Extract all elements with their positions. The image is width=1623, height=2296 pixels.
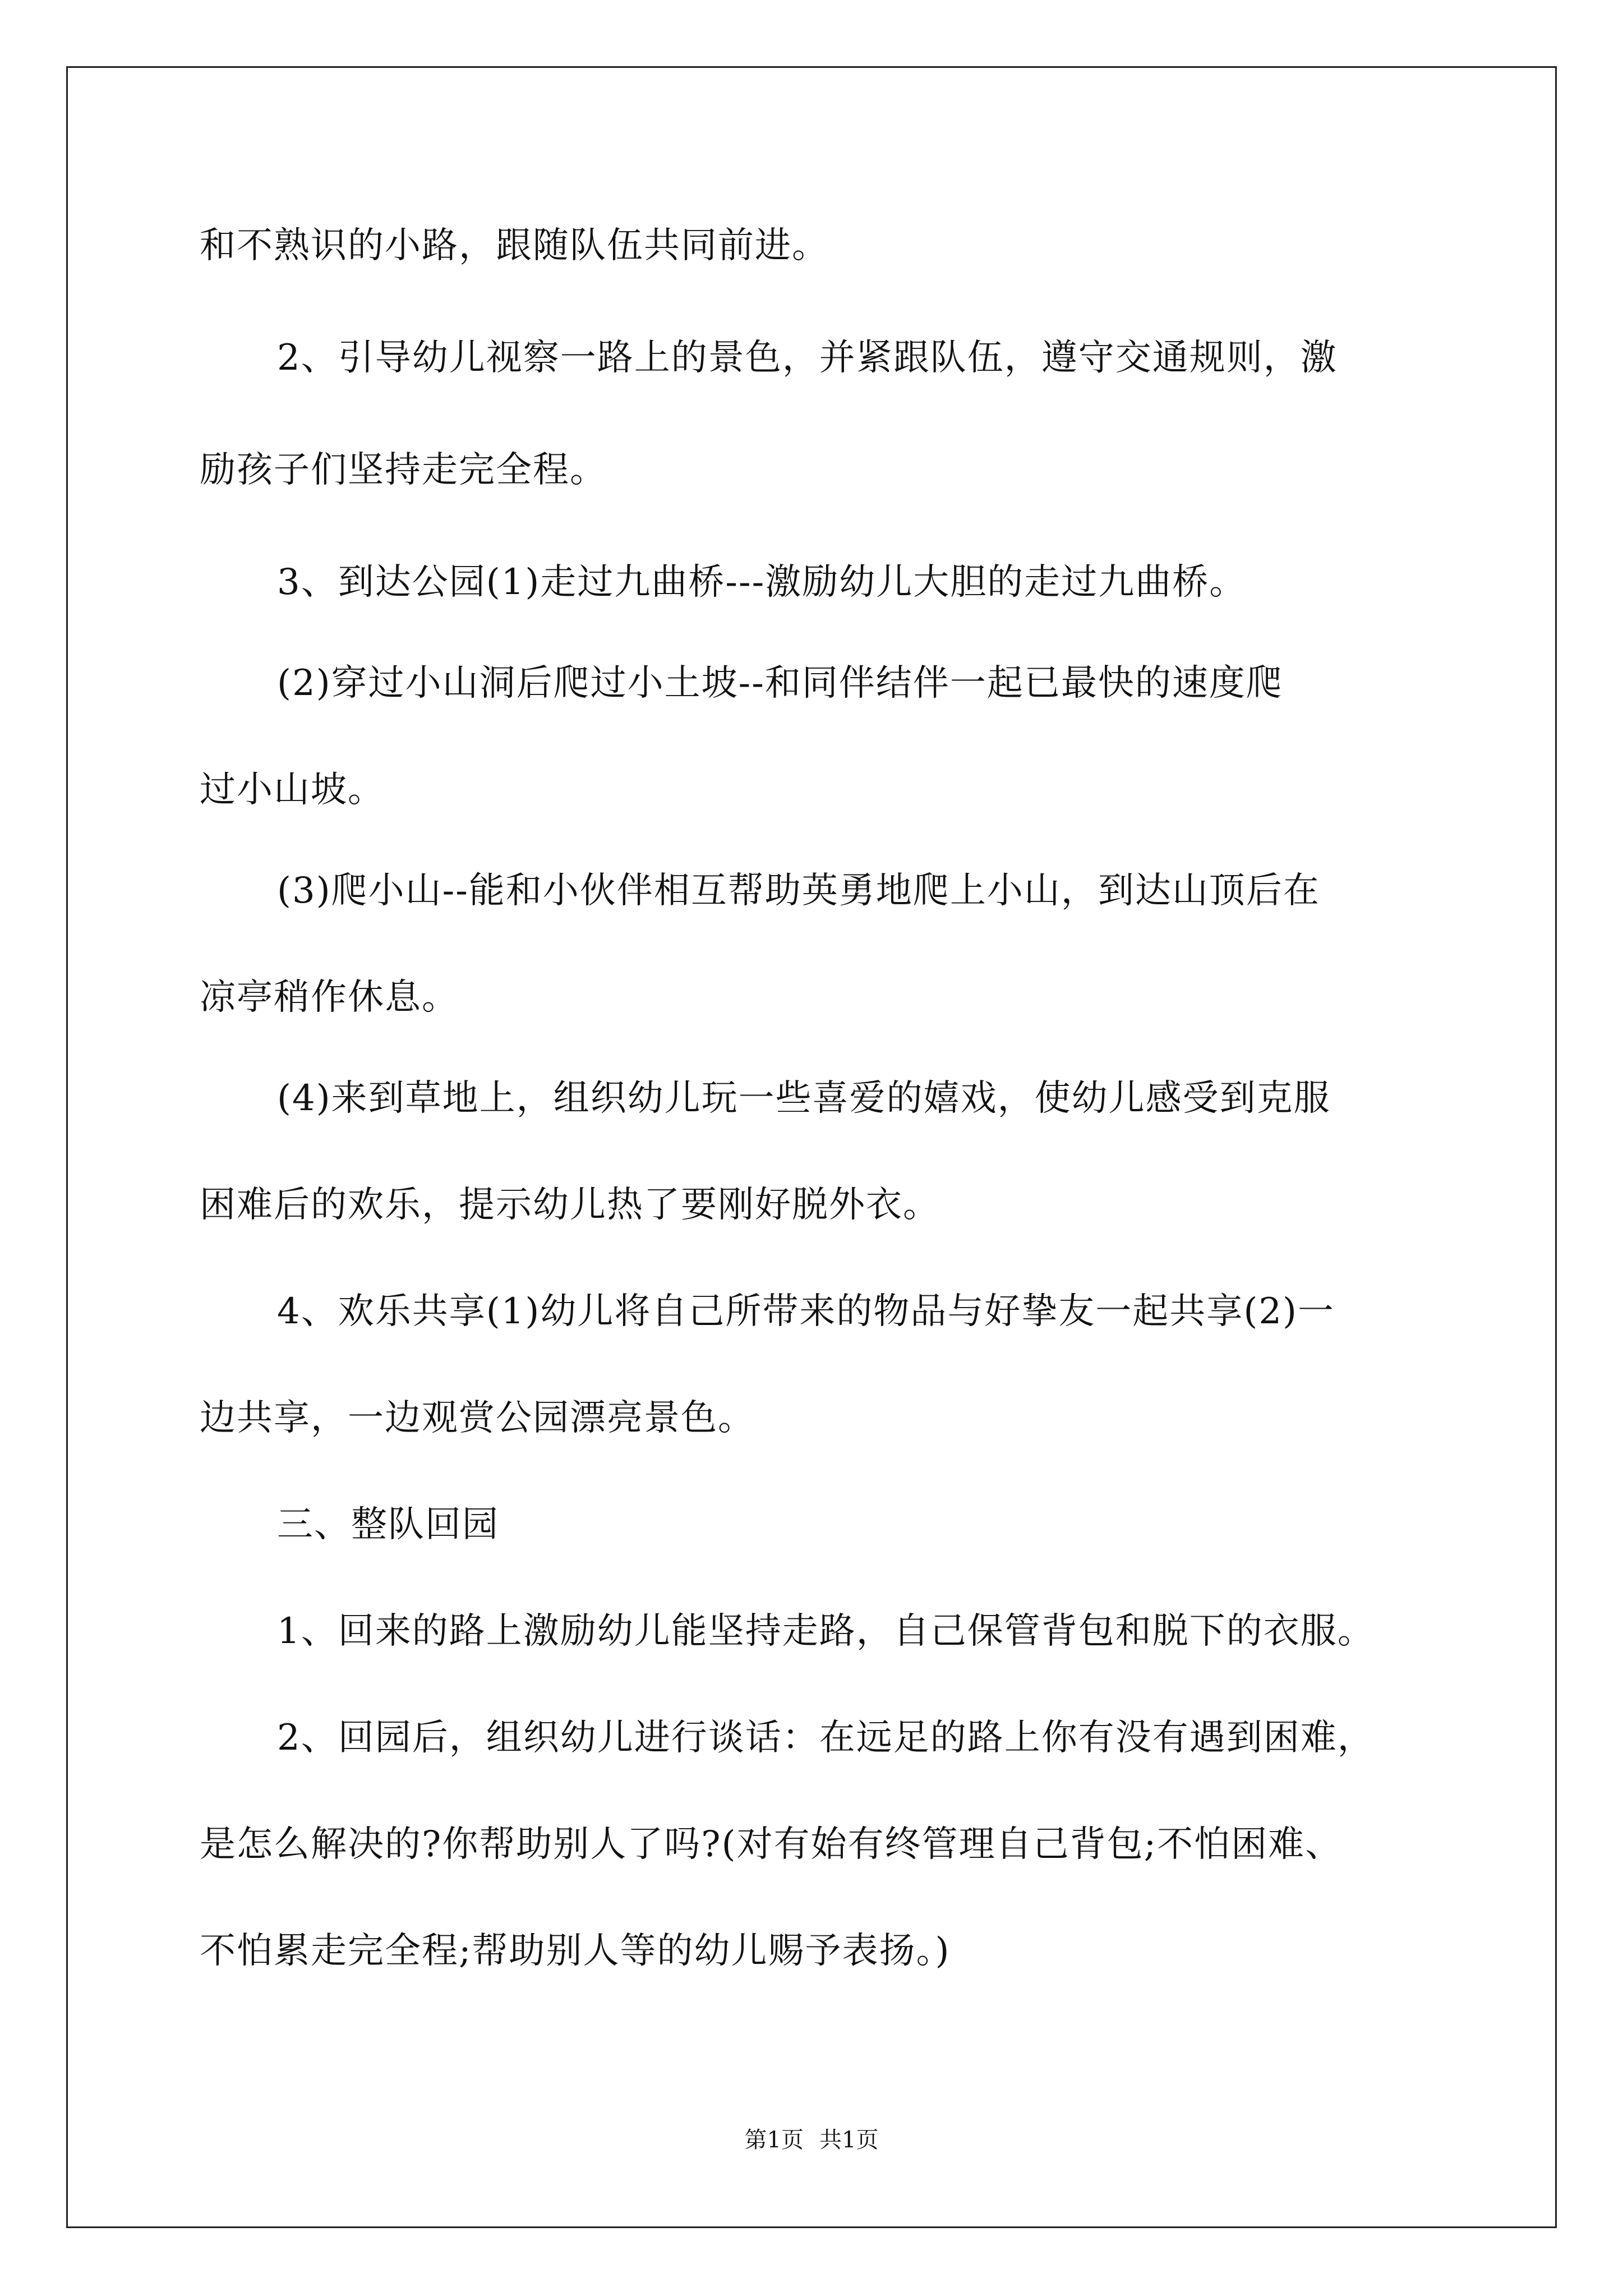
text-line-13: 三、整队回园 [277,1504,499,1545]
text-line-1: 和不熟识的小路，跟随队伍共同前进。 [200,225,829,266]
text-line-16: 是怎么解决的?你帮助别人了吗?(对有始有终管理自己背包;不怕困难、 [200,1824,1343,1865]
text-line-6: 过小山坡。 [200,769,385,811]
page-total: 共1页 [819,2127,879,2153]
text-line-14: 1、回来的路上激励幼儿能坚持走路，自己保管背包和脱下的衣服。 [277,1611,1375,1652]
page-number: 第1页 [744,2127,804,2153]
text-line-9: (4)来到草地上，组织幼儿玩一些喜爱的嬉戏，使幼儿感受到克服 [277,1078,1331,1119]
text-line-5: (2)穿过小山洞后爬过小土坡--和同伴结伴一起已最快的速度爬 [277,662,1283,704]
text-line-4: 3、到达公园(1)走过九曲桥---激励幼儿大胆的走过九曲桥。 [277,562,1247,603]
text-line-2: 2、引导幼儿视察一路上的景色，并紧跟队伍，遵守交通规则，激 [277,337,1338,379]
page-border [66,66,1557,2228]
text-line-10: 困难后的欢乐，提示幼儿热了要刚好脱外衣。 [200,1184,940,1226]
text-line-15: 2、回园后，组织幼儿进行谈话：在远足的路上你有没有遇到困难， [277,1717,1375,1759]
text-line-3: 励孩子们坚持走完全程。 [200,449,607,491]
text-line-7: (3)爬小山--能和小伙伴相互帮助英勇地爬上小山，到达山顶后在 [277,870,1320,912]
text-line-11: 4、欢乐共享(1)幼儿将自己所带来的物品与好挚友一起共享(2)一 [277,1291,1335,1332]
text-line-8: 凉亭稍作休息。 [200,977,459,1018]
text-line-17: 不怕累走完全程;帮助别人等的幼儿赐予表扬。) [200,1930,951,1972]
page-footer [0,2126,1623,2154]
text-line-12: 边共享，一边观赏公园漂亮景色。 [200,1397,755,1439]
